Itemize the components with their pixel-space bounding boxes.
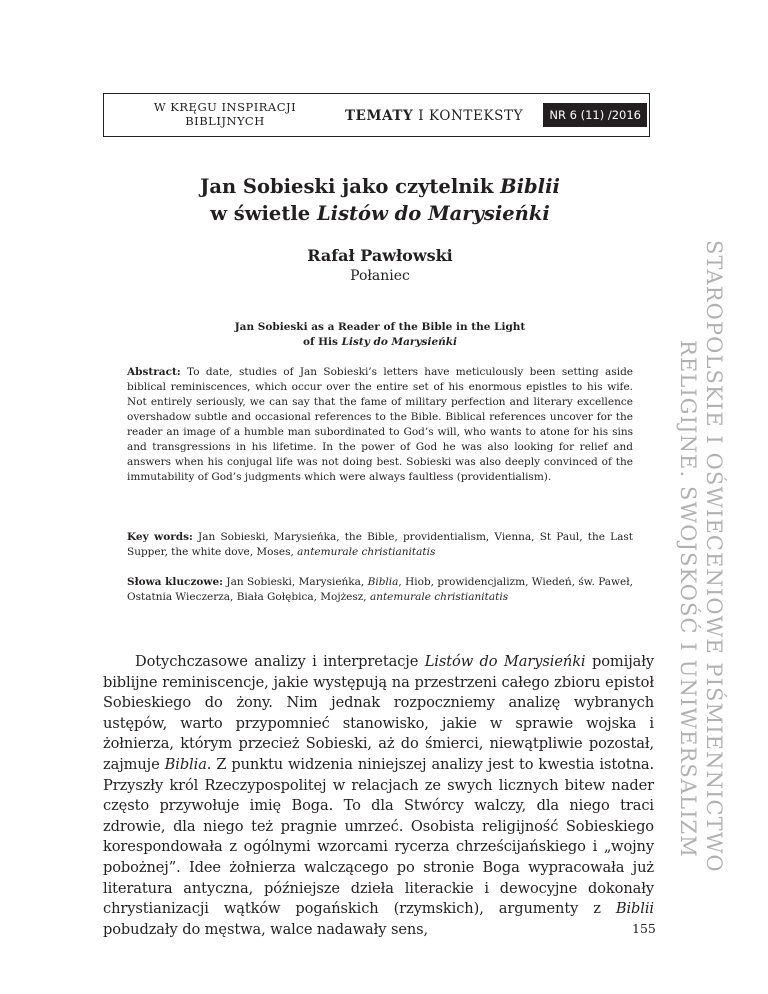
body-span: pobudzały do męstwa, walce nadawały sens, [103, 920, 429, 938]
body-span: pomijały biblijne reminiscencje, jakie występują na przestrzeni całego zbioru epistoł Sobieskiego do żony. Nim jednak rozpoczniemy analizę wybranych ustępów, warto przypomnieć stanowisko, jakie w sprawie wojska i żołnierza, którym przecież Sobieski, aż do śmierci, niewątpliwie pozostał, zajmuje [103, 653, 655, 773]
series-line-2: BIBLIJNYCH [185, 114, 265, 128]
english-title-text: of His [302, 336, 342, 348]
issue-badge: NR 6 (11) /2016 [543, 103, 647, 127]
english-title-line: Jan Sobieski as a Reader of the Bible in the Light [234, 321, 526, 333]
polish-keywords-text: , Hiob, prowidencjalizm, Wiedeń, św. Paweł, Ostatnia Wieczerza, Biała Gołębica, Mojżesz, [127, 576, 634, 603]
series-name [107, 100, 343, 128]
side-title-line-2: RELIGIJNE. SWOJSKOŚĆ I UNIWERSALIZM [676, 340, 700, 858]
author-affiliation: Połaniec [350, 268, 410, 284]
series-line-1: W KRĘGU INSPIRACJI [153, 100, 297, 114]
body-span: . Z punktu widzenia niniejszej analizy jest to kwestia istotna. Przyszły król Rzeczypospolitej w relacjach ze swych licznych bitew nader często przywołuje imię Boga. To dla Stwórcy walczy, dla niego traci zdrowie, dla niego też pragnie umrzeć. Osobista religijność Sobieskiego korespondowała z ogólnymi wzorcami rycerza chrześcijańskiego i „wojny pobożnej”. Idee żołnierza walczącego po stronie Boga wypracowała już literatura antyczna, późniejsze dzieła literackie i dewocyjne dokonały chrystianizacji wątków pogańskich (rzymskich), argumenty z [103, 755, 655, 918]
article-title [130, 173, 630, 227]
title-text: Jan Sobieski jako czytelnik [200, 175, 501, 198]
body-text [103, 652, 654, 940]
section-bold: TEMATY [345, 108, 414, 124]
journal-header [103, 93, 650, 137]
body-italic: Listów do Marysieńki [424, 653, 586, 670]
polish-keywords-label: Słowa kluczowe: [127, 576, 224, 588]
body-italic: Biblia [164, 755, 207, 773]
polish-keywords-text: Jan Sobieski, Marysieńka, [223, 576, 368, 588]
polish-keywords-italic: Biblia [367, 576, 399, 588]
abstract-label: Abstract: [127, 366, 181, 378]
side-journal-title [674, 240, 734, 940]
page-number: 155 [632, 921, 656, 936]
keywords [127, 530, 633, 560]
english-title [120, 320, 640, 350]
body-span: Dotychczasowe analizy i interpretacje [135, 653, 425, 670]
author-name: Rafał Pawłowski [307, 246, 453, 265]
paragraph [103, 652, 654, 940]
title-italic: Biblii [500, 175, 560, 198]
polish-keywords [127, 575, 633, 605]
abstract-text: To date, studies of Jan Sobieski’s letters have meticulously been setting aside biblical reminiscences, which occur over the entire set of his enormous epistles to his wife. Not entirely seriously, we can say that the fame of military perfection and literary excellence overshadow subtle and occasional references to the Bible. Biblical references uncover for the reader an image of a humble man subordinated to God’s will, who wants to atone for his sins and transgressions in his lifetime. In the power of God he was also looking for relief and answers when his conjugal life was not doing best. Sobieski was also deeply convinced of the immutability of God’s judgments which were always faultless (providentialism). [127, 366, 633, 483]
side-title-line-1: STAROPOLSKIE I OŚWIECENIOWE PIŚMIENNICTWO [702, 240, 726, 873]
section-name [345, 108, 523, 124]
body-italic: Biblii [615, 900, 654, 918]
english-title-italic: Listy do Marysieńki [341, 336, 458, 348]
keywords-text: Jan Sobieski, Marysieńka, the Bible, providentialism, Vienna, St Paul, the Last Supper, the white dove, Moses, [127, 531, 633, 558]
section-rest: I KONTEKSTY [413, 108, 524, 124]
polish-keywords-italic: antemurale christianitatis [369, 591, 509, 603]
keywords-label: Key words: [127, 531, 193, 543]
title-text: w świetle [210, 202, 317, 225]
title-italic: Listów do Marysieńki [316, 202, 550, 225]
keywords-italic: antemurale christianitatis [297, 546, 436, 558]
abstract [127, 365, 633, 485]
